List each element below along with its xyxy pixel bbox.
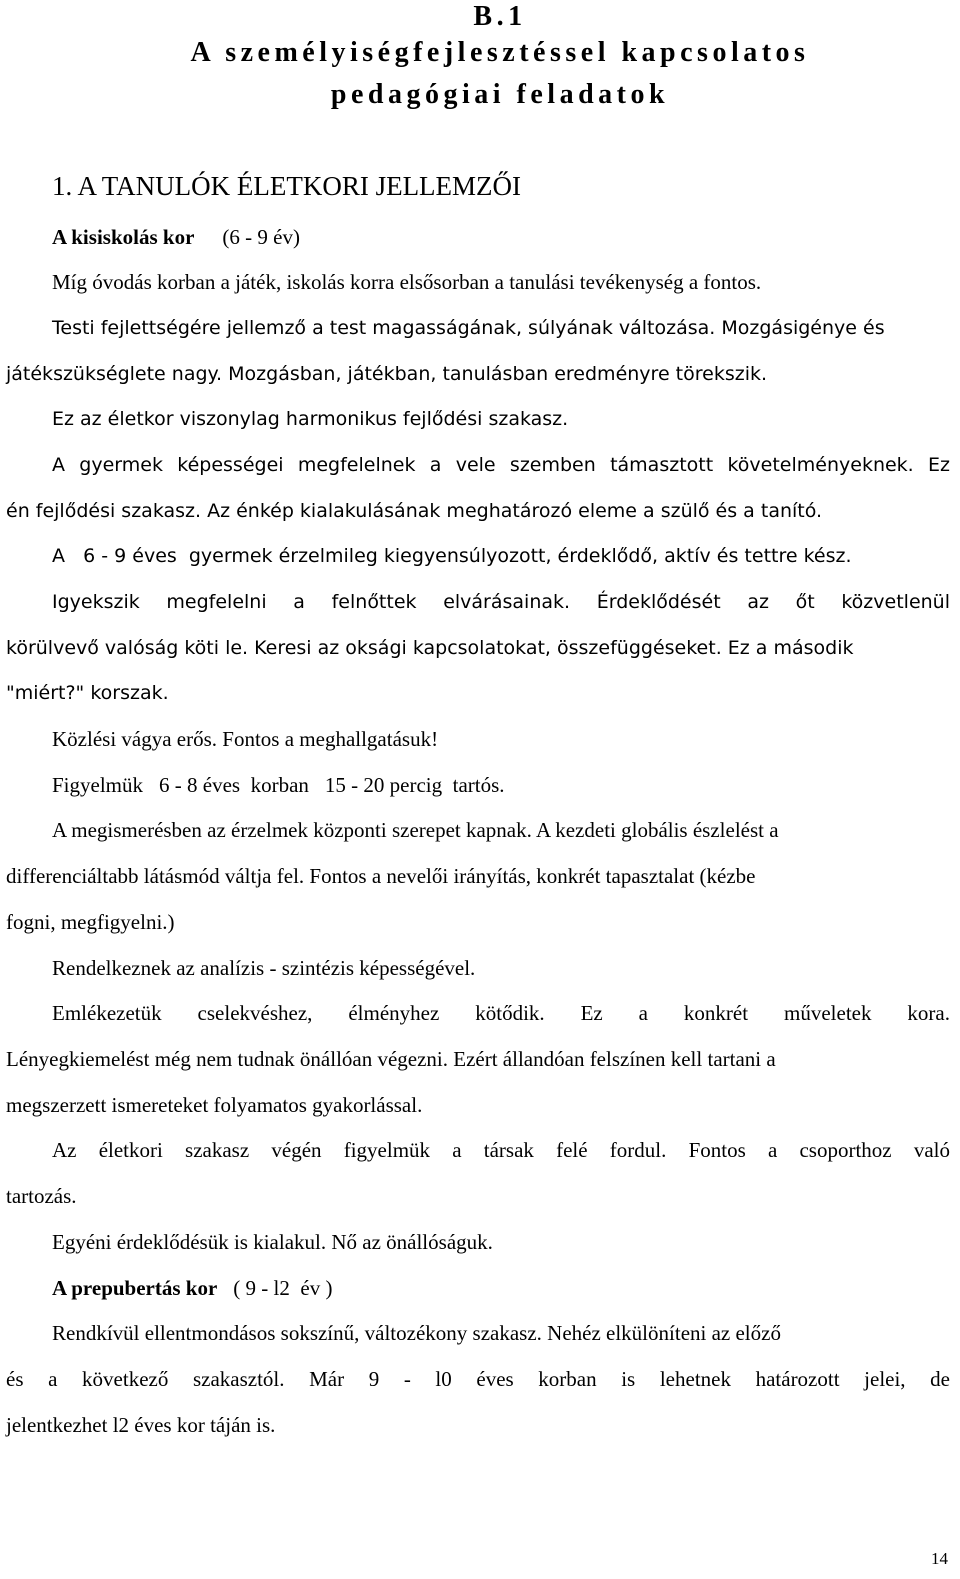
attention-age: 6 - 8 éves korban [159, 773, 309, 797]
paragraph-line-attention [52, 772, 505, 798]
paragraph-line: Közlési vágya erős. Fontos a meghallgatásuk! [52, 727, 439, 751]
paragraph-line: A 6 - 9 éves gyermek érzelmileg kiegyensúlyozott, érdeklődő, aktív és tettre kész. [52, 545, 852, 567]
paragraph-line: Testi fejlettségére jellemző a test magasságának, súlyának változása. Mozgásigénye és [52, 317, 885, 339]
subsection-age-range: (6 - 9 év) [222, 225, 300, 249]
attention-duration: 15 - 20 percig tartós. [324, 773, 505, 797]
paragraph-line: A gyermek képességei megfelelnek a vele szemben támasztott követelményeknek. Ez [52, 454, 950, 476]
paragraph-line: Ez az életkor viszonylag harmonikus fejlődési szakasz. [52, 408, 569, 430]
page-title-line-2: pedagógiai feladatok [330, 79, 670, 110]
paragraph-line: én fejlődési szakasz. Az énkép kialakulásának meghatározó eleme a szülő és a tanító. [6, 500, 823, 522]
subsection-title: A prepubertás kor [52, 1276, 218, 1300]
paragraph-line: megszerzett ismereteket folyamatos gyakorlással. [6, 1093, 423, 1117]
paragraph-line: Emlékezetük cselekvéshez, élményhez kötődik. Ez a konkrét műveletek kora. [52, 1001, 950, 1025]
subsection-title: A kisiskolás kor [52, 225, 195, 249]
paragraph-line: játékszükséglete nagy. Mozgásban, játékban, tanulásban eredményre törekszik. [6, 363, 768, 385]
subsection-heading-kisiskolas [52, 224, 300, 250]
paragraph-line: Igyekszik megfelelni a felnőttek elvárásainak. Érdeklődését az őt közvetlenül [52, 591, 950, 613]
paragraph-line: tartozás. [6, 1184, 77, 1208]
subsection-age-range: ( 9 - l2 év ) [233, 1276, 333, 1300]
paragraph-line: Míg óvodás korban a játék, iskolás korra elsősorban a tanulási tevékenység a fontos. [52, 270, 762, 294]
paragraph-line: Lényegkiemelést még nem tudnak önállóan végezni. Ezért állandóan felszínen kell tartani a [6, 1047, 776, 1071]
paragraph-line: differenciáltabb látásmód váltja fel. Fontos a nevelői irányítás, konkrét tapasztalat (kézbe [6, 864, 756, 888]
subsection-heading-prepubertas [52, 1275, 332, 1301]
section-heading: 1. A TANULÓK ÉLETKORI JELLEMZŐI [52, 171, 522, 201]
paragraph-line: körülvevő valóság köti le. Keresi az oksági kapcsolatokat, összefüggéseket. Ez a második [6, 637, 854, 659]
page-number: 14 [931, 1549, 948, 1568]
paragraph-line: A megismerésben az érzelmek központi szerepet kapnak. A kezdeti globális észlelést a [52, 818, 779, 842]
page-title-line-1: A személyiségfejlesztéssel kapcsolatos [190, 37, 810, 68]
paragraph-line: Az életkori szakasz végén figyelmük a társak felé fordul. Fontos a csoporthoz való [52, 1138, 950, 1162]
paragraph-line: "miért?" korszak. [6, 682, 169, 704]
paragraph-line: Rendelkeznek az analízis - szintézis képességével. [52, 956, 476, 980]
attention-label: Figyelmük [52, 773, 144, 797]
paragraph-line: fogni, megfigyelni.) [6, 910, 175, 934]
paragraph-line: Rendkívül ellentmondásos sokszínű, változékony szakasz. Nehéz elkülöníteni az előző [52, 1321, 781, 1345]
paragraph-line: Egyéni érdeklődésük is kialakul. Nő az önállóságuk. [52, 1230, 493, 1254]
paragraph-line: és a következő szakasztól. Már 9 - l0 éves korban is lehetnek határozott jelei, de [6, 1367, 950, 1391]
paragraph-line: jelentkezhet l2 éves kor táján is. [6, 1413, 276, 1437]
section-code: B.1 [473, 1, 527, 32]
